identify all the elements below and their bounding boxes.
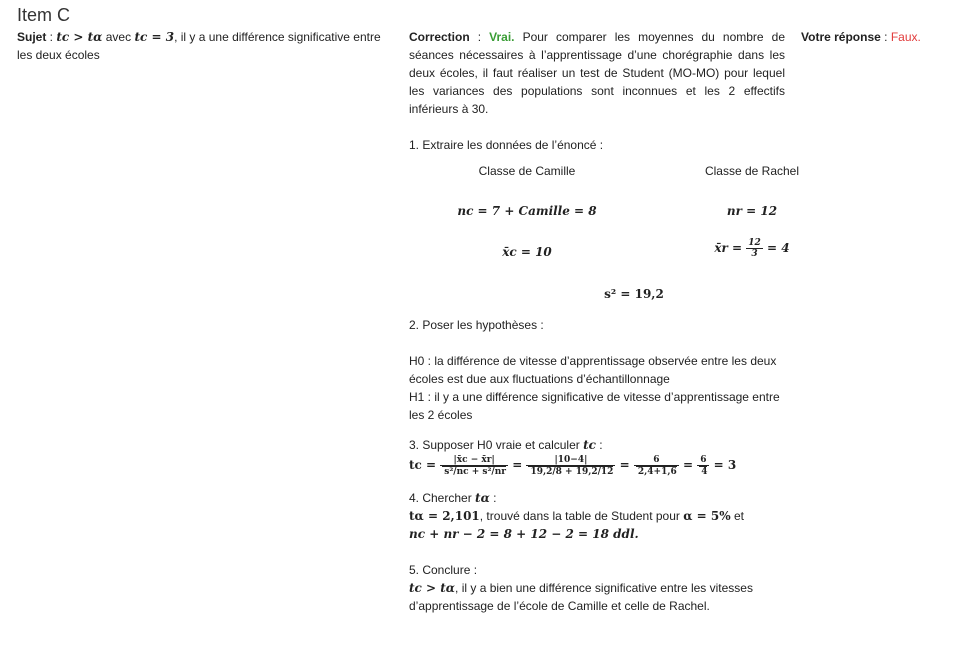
- step2-heading: 2. Poser les hypothèses :: [409, 318, 544, 332]
- mean-rachel-fraction: $\frac{12}{3}$: [748, 238, 761, 259]
- hypothesis-h0: H0 : la différence de vitesse d’apprentissage observée entre les deux écoles est due aux fluctuations d’échantillonnage: [409, 354, 777, 386]
- hypothesis-h1: H1 : il y a une différence significative de vitesse d’apprentissage entre les 2 écoles: [409, 390, 780, 422]
- data-table: [409, 154, 809, 304]
- correction-label: Correction: [409, 30, 470, 44]
- eq-frac-2: $\frac{|10-4|}{19,2/8 + 19,2/12}$: [526, 455, 615, 477]
- correction-verdict: Vrai.: [489, 30, 515, 44]
- correction-intro: Correction : Vrai. Pour comparer les moyennes du nombre de séances nécessaires à l’apprentissage d’une chorégraphie dans les deux écoles, il faut réaliser un test de Student (MO-MO) pour lequel les variances des populations sont inconnues et les 2 effectifs inférieurs à 30.: [409, 30, 785, 116]
- eq-frac-3: $\frac{6}{2,4+1,6}$: [634, 455, 679, 477]
- class-a-header: Classe de Camille: [478, 164, 576, 178]
- conclusion-var: tc > tα: [409, 580, 456, 595]
- mean-rachel: [652, 238, 852, 259]
- subject-text: , il y a une différence significative entre les deux écoles: [17, 30, 381, 62]
- answer-value: Faux.: [890, 30, 921, 44]
- eq-result: = 3: [713, 458, 737, 472]
- t-alpha-value: tα = 2,101: [409, 508, 480, 523]
- mean-rachel-lhs: x̄r =: [714, 241, 743, 255]
- n-rachel: nr = 12: [726, 204, 778, 218]
- subject-column: Sujet : tc > tα avec tc = 3, il y a une différence significative entre les deux écoles: [17, 30, 381, 62]
- conclusion: tc > tα, il y a bien une différence significative entre les vitesses d’apprentissage de l’école de Camille et celle de Rachel.: [409, 580, 753, 613]
- item-title: Item C: [17, 5, 71, 25]
- class-b-header: Classe de Rachel: [704, 164, 800, 178]
- subject-cond2: tc = 3: [134, 30, 175, 44]
- step4-heading: 4. Chercher tα :: [409, 490, 497, 505]
- eq-frac-4: $\frac{6}{4}$: [697, 455, 709, 477]
- mean-rachel-rhs: = 4: [767, 241, 790, 255]
- n-camille: nc = 7 + Camille = 8: [457, 204, 597, 218]
- mean-camille: x̄c = 10: [502, 245, 552, 259]
- subject-cond1: tc > tα: [56, 30, 103, 44]
- variance: s² = 19,2: [604, 287, 664, 301]
- subject-text-before: avec: [105, 30, 132, 44]
- answer-column: Votre réponse : Faux.: [801, 30, 921, 44]
- step3-var: tc: [583, 438, 596, 452]
- eq-frac-1: $\frac{|x̄c - x̄r|}{\text{s²/nc + s²/nr}}$: [440, 455, 508, 477]
- correction-intro-text: Pour comparer les moyennes du nombre de séances nécessaires à l’apprentissage d’une chorégraphie dans les deux écoles, il faut réaliser un test de Student (MO-MO) pour lequel les variances des populations sont inconnues et les 2 effectifs inférieurs à 30.: [409, 30, 785, 116]
- step4-var: tα: [475, 490, 490, 505]
- subject-label: Sujet: [17, 30, 47, 44]
- alpha-value: α = 5%: [683, 508, 731, 523]
- step1-heading: 1. Extraire les données de l’énoncé :: [409, 138, 604, 152]
- ddl-line: nc + nr − 2 = 8 + 12 − 2 = 18 ddl.: [409, 526, 639, 541]
- step3-heading: 3. Supposer H0 vraie et calculer tc :: [409, 438, 603, 452]
- t-equation: tc = $\frac{|x̄c - x̄r|}{\text{s²/nc + s²/nr}}$ = $\frac{|10-4|}{19,2/8 + 19,2/12}$ = $\frac{6}{2,4+1,6}$ = $\frac{6}{4}$ = 3: [409, 454, 737, 477]
- t-alpha-line: tα = 2,101, trouvé dans la table de Student pour α = 5% et: [409, 508, 745, 523]
- correction-column: [409, 28, 800, 615]
- eq-lhs: tc =: [409, 458, 437, 472]
- step5-heading: 5. Conclure :: [409, 562, 478, 577]
- answer-label: Votre réponse: [801, 30, 881, 44]
